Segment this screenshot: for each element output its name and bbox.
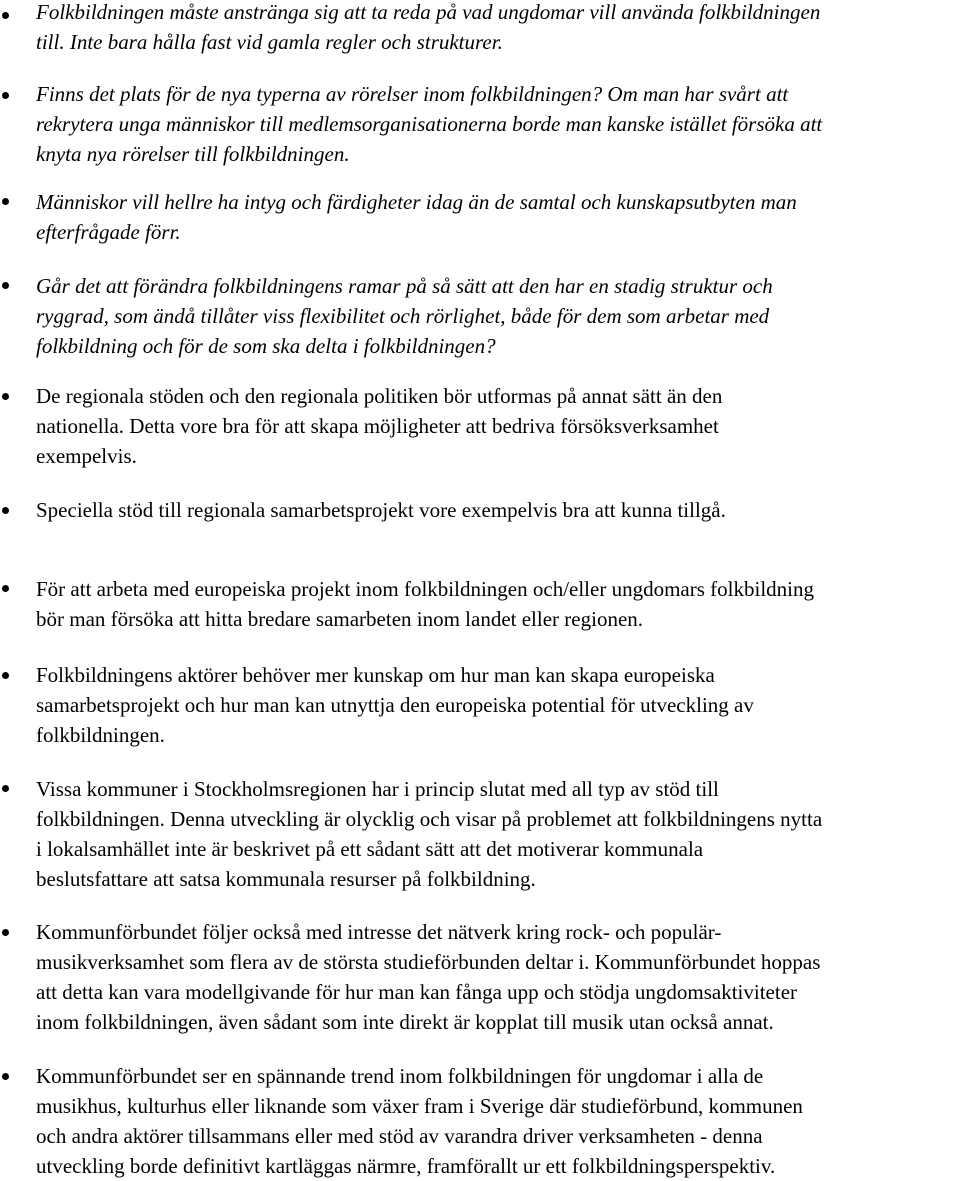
text-line: Folkbildningens aktörer behöver mer kunskap om hur man kan skapa europeiska: [36, 663, 715, 687]
text-line: musikverksamhet som flera av de största studieförbunden deltar i. Kommunförbundet hoppas: [36, 950, 821, 974]
list-item-text: [36, 187, 960, 247]
text-line: till. Inte bara hålla fast vid gamla regler och strukturer.: [36, 30, 503, 54]
text-line: knyta nya rörelser till folkbildningen.: [36, 142, 350, 166]
bullet: [2, 92, 9, 99]
bullet: [2, 393, 9, 400]
text-line: Människor vill hellre ha intyg och färdigheter idag än de samtal och kunskapsutbyten man: [36, 190, 797, 214]
list-item-text: [36, 271, 960, 361]
text-line: exempelvis.: [36, 444, 137, 468]
list-item-text: [36, 574, 960, 634]
text-line: inom folkbildningen, även sådant som inte direkt är kopplat till musik utan också annat.: [36, 1010, 774, 1034]
bullet: [2, 929, 9, 936]
list-item-text: [36, 381, 960, 471]
text-line: Vissa kommuner i Stockholmsregionen har i princip slutat med all typ av stöd till: [36, 777, 719, 801]
list-item-text: [36, 774, 960, 894]
bullet: [2, 585, 9, 592]
text-line: att detta kan vara modellgivande för hur man kan fånga upp och stödja ungdomsaktiviteter: [36, 980, 798, 1004]
text-line: och andra aktörer tillsammans eller med stöd av varandra driver verksamheten - denna: [36, 1124, 763, 1148]
text-line: folkbildningen. Denna utveckling är olycklig och visar på problemet att folkbildningens nytta: [36, 807, 823, 831]
text-line: utveckling borde definitivt kartläggas närmre, framförallt ur ett folkbildningsperspektiv.: [36, 1154, 776, 1178]
text-line: De regionala stöden och den regionala politiken bör utformas på annat sätt än den: [36, 384, 723, 408]
text-line: Kommunförbundet följer också med intresse det nätverk kring rock- och populär-: [36, 920, 722, 944]
text-line: efterfrågade förr.: [36, 220, 181, 244]
bullet: [2, 282, 9, 289]
bullet: [2, 12, 9, 19]
text-line: bör man försöka att hitta bredare samarbeten inom landet eller regionen.: [36, 607, 644, 631]
list-item-text: [36, 495, 960, 525]
list-item-text: [36, 0, 960, 57]
bullet: [2, 672, 9, 679]
bullet: [2, 1073, 9, 1080]
text-line: musikhus, kulturhus eller liknande som växer fram i Sverige där studieförbund, kommunen: [36, 1094, 803, 1118]
text-line: samarbetsprojekt och hur man kan utnyttja den europeiska potential för utveckling av: [36, 693, 754, 717]
text-line: folkbildning och för de som ska delta i folkbildningen?: [36, 334, 496, 358]
bullet: [2, 198, 9, 205]
text-line: Finns det plats för de nya typerna av rörelser inom folkbildningen? Om man har svårt att: [36, 82, 789, 106]
text-line: För att arbeta med europeiska projekt inom folkbildningen och/eller ungdomars folkbildning: [36, 577, 814, 601]
list-item-text: [36, 79, 960, 169]
list-item-text: [36, 917, 960, 1037]
text-line: Speciella stöd till regionala samarbetsprojekt vore exempelvis bra att kunna tillgå.: [36, 498, 726, 522]
text-line: Går det att förändra folkbildningens ramar på så sätt att den har en stadig struktur och: [36, 274, 773, 298]
text-line: nationella. Detta vore bra för att skapa möjligheter att bedriva försöksverksamhet: [36, 414, 719, 438]
text-line: ryggrad, som ändå tillåter viss flexibilitet och rörlighet, både för dem som arbetar med: [36, 304, 770, 328]
list-item-text: [36, 660, 960, 750]
bullet: [2, 785, 9, 792]
bullet: [2, 507, 9, 514]
text-line: i lokalsamhället inte är beskrivet på ett sådant sätt att det motiverar kommunala: [36, 837, 704, 861]
text-line: beslutsfattare att satsa kommunala resurser på folkbildning.: [36, 867, 536, 891]
text-line: rekrytera unga människor till medlemsorganisationerna borde man kanske istället försöka att: [36, 112, 823, 136]
text-line: Folkbildningen måste anstränga sig att ta reda på vad ungdomar vill använda folkbildningen: [36, 0, 821, 24]
list-item-text: [36, 1061, 960, 1181]
text-line: Kommunförbundet ser en spännande trend inom folkbildningen för ungdomar i alla de: [36, 1064, 764, 1088]
text-line: folkbildningen.: [36, 723, 165, 747]
